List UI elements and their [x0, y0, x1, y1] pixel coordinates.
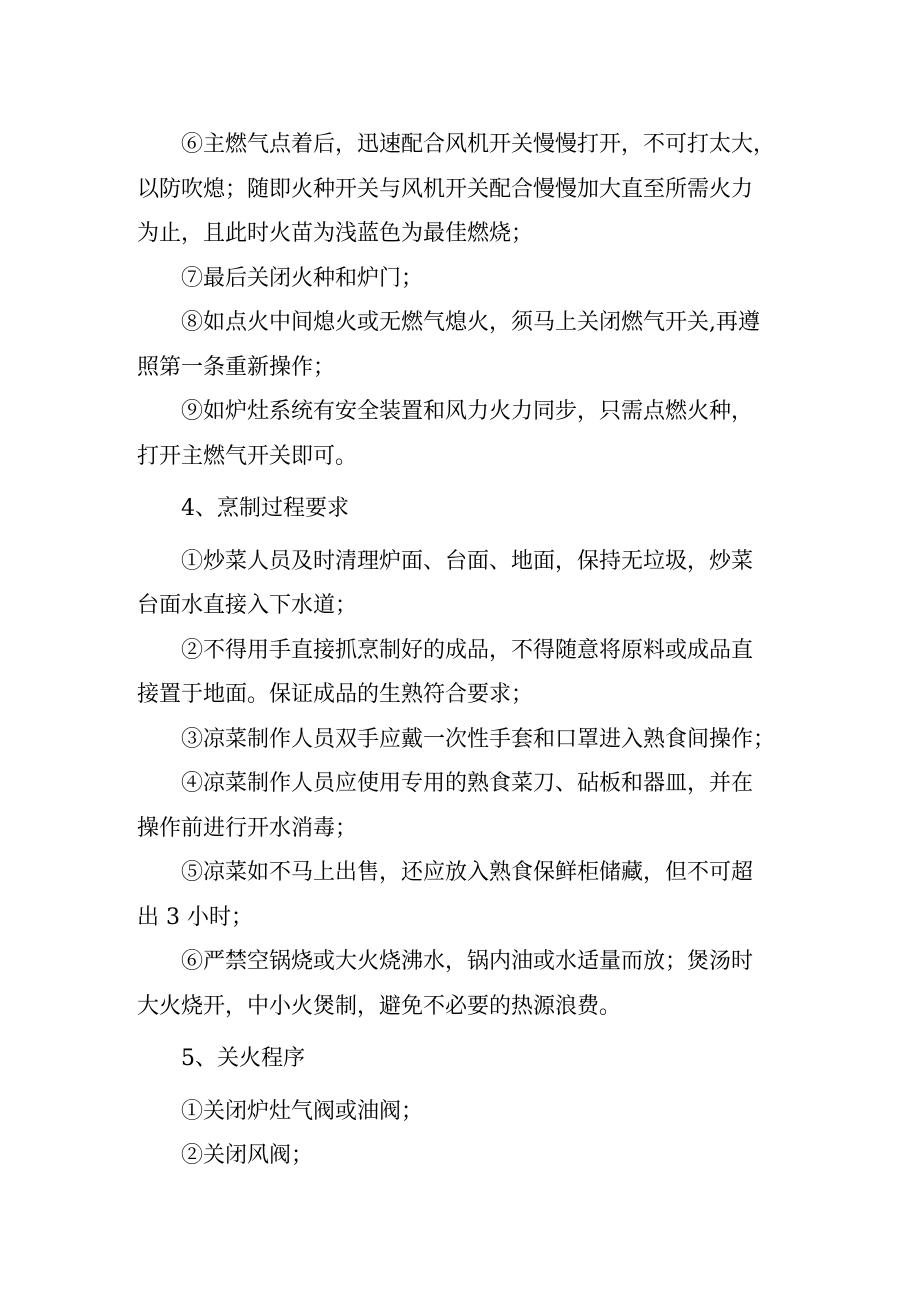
paragraph-cooking-6 [137, 940, 796, 1029]
text-line: ⑥严禁空锅烧或大火烧沸水，锅内油或水适量而放；煲汤时 [181, 949, 754, 974]
paragraph-cooking-5 [137, 851, 796, 940]
paragraph-cooking-1 [137, 540, 796, 629]
text-line: ⑤凉菜如不马上出售，还应放入熟食保鲜柜储藏，但不可超 [181, 860, 754, 885]
text-line: 台面水直接入下水道； [137, 593, 358, 618]
text-line: ⑦最后关闭火种和炉门； [181, 265, 424, 291]
paragraph-cooking-3 [137, 718, 796, 763]
heading-text: 4、烹制过程要求 [181, 496, 349, 521]
text-line: ⑨如炉灶系统有安全装置和风力火力同步，只需点燃火种， [181, 399, 754, 424]
text-line: 出 3 小时； [137, 904, 253, 930]
text-line: ③凉菜制作人员双手应戴一次性手套和口罩进入熟食间操作； [181, 726, 776, 752]
text-line: 照第一条重新操作； [137, 354, 336, 380]
text-line: ④凉菜制作人员应使用专用的熟食菜刀、砧板和器皿，并在 [181, 771, 754, 796]
text-line: 操作前进行开水消毒； [137, 815, 358, 841]
section-heading-shutdown [137, 1037, 796, 1082]
paragraph-close-kindling [137, 257, 796, 302]
text-line: ①关闭炉灶气阀或油阀； [181, 1098, 424, 1124]
text-line: 接置于地面。保证成品的生熟符合要求； [137, 682, 534, 707]
paragraph-main-gas [137, 123, 796, 257]
text-line: 以防吹熄；随即火种开关与风机开关配合慢慢加大直至所需火力 [137, 176, 754, 202]
text-line: 大火烧开，中小火煲制，避免不必要的热源浪费。 [137, 993, 622, 1019]
text-line: ①炒菜人员及时清理炉面、台面、地面，保持无垃圾，炒菜 [181, 548, 754, 574]
text-line: ②不得用手直接抓烹制好的成品，不得随意将原料或成品直 [181, 637, 754, 663]
text-line: ⑥主燃气点着后，迅速配合风机开关慢慢打开，不可打太大， [181, 132, 776, 157]
paragraph-safety-device [137, 390, 796, 479]
paragraph-flameout [137, 301, 796, 390]
paragraph-shutdown-1 [137, 1090, 796, 1135]
text-line: 打开主燃气开关即可。 [137, 443, 358, 469]
heading-text: 5、关火程序 [181, 1046, 305, 1071]
text-line: 为止，且此时火苗为浅蓝色为最佳燃烧； [137, 221, 534, 246]
text-line: ②关闭风阀； [181, 1143, 314, 1168]
paragraph-cooking-2 [137, 629, 796, 718]
paragraph-shutdown-2 [137, 1134, 796, 1179]
paragraph-cooking-4 [137, 762, 796, 851]
text-line: ⑧如点火中间熄火或无燃气熄火，须马上关闭燃气开关,再遵 [181, 310, 760, 335]
section-heading-cooking [137, 487, 796, 532]
